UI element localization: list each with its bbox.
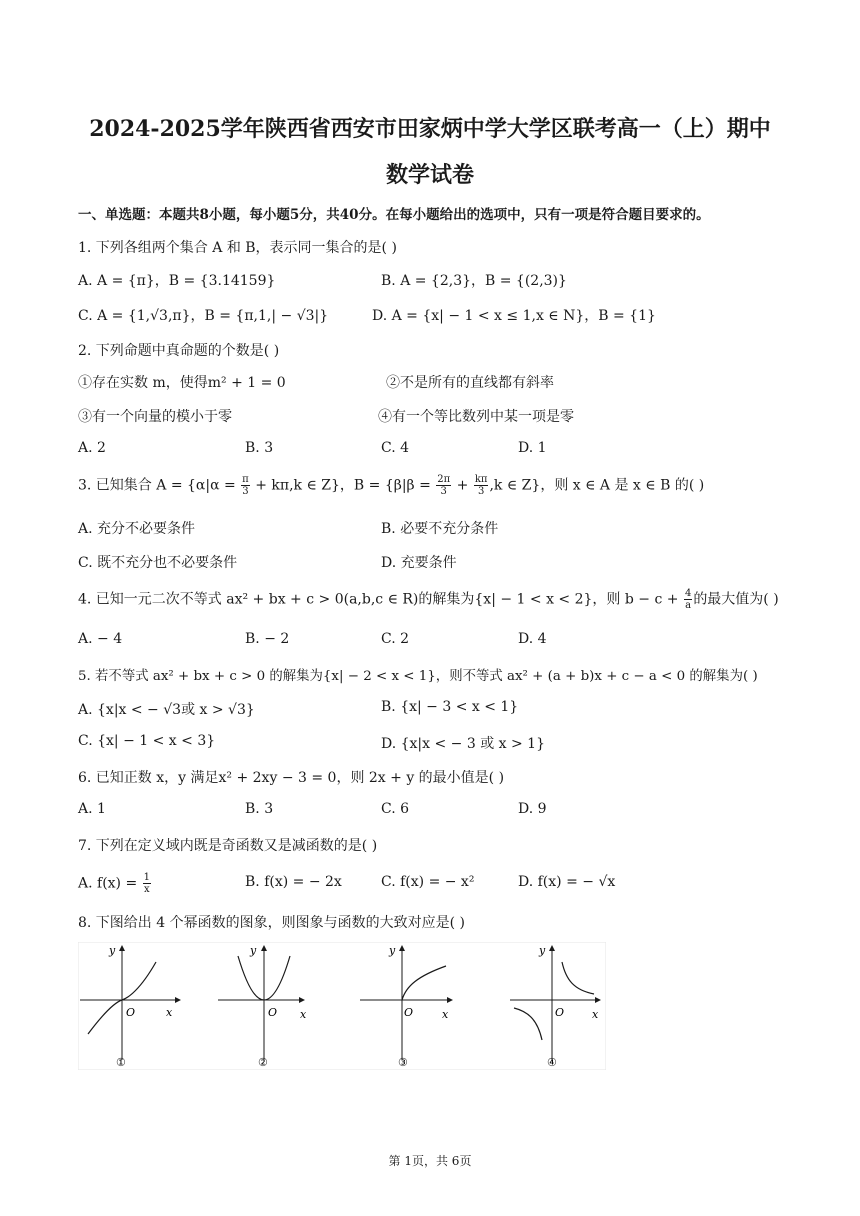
graph-1-origin: O bbox=[126, 1006, 136, 1019]
q7-option-d: D. f(x) = − √x bbox=[518, 874, 616, 890]
q7-stem: 7. 下列在定义域内既是奇函数又是减函数的是( ) bbox=[78, 838, 378, 854]
graph-4-origin: O bbox=[555, 1006, 565, 1019]
q3-option-d: D. 充要条件 bbox=[381, 555, 457, 571]
q5-stem: 5. 若不等式 ax² + bx + c > 0 的解集为{x| − 2 < x < 1}，则不等式 ax² + (a + b)x + c − a < 0 的解集为( ) bbox=[78, 669, 758, 684]
q7-option-c: C. f(x) = − x² bbox=[381, 874, 475, 890]
q3-fraction-1: $\frac{\pi}{3}$ bbox=[242, 474, 249, 497]
q1-option-a: A. A = {π}，B = {3.14159} bbox=[78, 273, 276, 289]
q1-option-b: B. A = {2,3}，B = {(2,3)} bbox=[381, 273, 567, 289]
q3-option-c: C. 既不充分也不必要条件 bbox=[78, 555, 238, 571]
q3-fraction-2: $\frac{2\pi}{3}$ bbox=[437, 474, 451, 497]
q4-option-c: C. 2 bbox=[381, 631, 410, 647]
q1-option-d: D. A = {x| − 1 < x ≤ 1,x ∈ N}，B = {1} bbox=[372, 308, 656, 324]
q7-option-b: B. f(x) = − 2x bbox=[245, 874, 342, 890]
q5-option-d: D. {x|x < − 3 或 x > 1} bbox=[381, 736, 546, 752]
q6-option-b: B. 3 bbox=[245, 801, 274, 817]
section-heading: 一、单选题：本题共8小题，每小题5分，共40分。在每小题给出的选项中，只有一项是符合题目要求的。 bbox=[78, 207, 710, 223]
q5-option-b: B. {x| − 3 < x < 1} bbox=[381, 699, 519, 715]
q3-fraction-3: $\frac{k\pi}{3}$ bbox=[474, 474, 488, 497]
page-footer: 第 1页，共 6页 bbox=[388, 1154, 472, 1168]
q6-option-c: C. 6 bbox=[381, 801, 410, 817]
q7-fraction: $\frac{1}{x}$ bbox=[143, 872, 151, 895]
page-title: 2024-2025学年陕西省西安市田家炳中学大学区联考高一（上）期中 bbox=[89, 116, 771, 142]
graph-1-label: ① bbox=[116, 1056, 126, 1069]
q4-option-a: A. − 4 bbox=[78, 631, 123, 647]
q3-option-b: B. 必要不充分条件 bbox=[381, 521, 499, 537]
q4-option-d: D. 4 bbox=[518, 631, 547, 647]
q1-stem: 1. 下列各组两个集合 A 和 B，表示同一集合的是( ) bbox=[78, 240, 397, 256]
q6-stem: 6. 已知正数 x，y 满足x² + 2xy − 3 = 0，则 2x + y 的最小值是( ) bbox=[78, 770, 505, 786]
q8-stem: 8. 下图给出 4 个幂函数的图象，则图象与函数的大致对应是( ) bbox=[78, 915, 465, 931]
q2-statement-1: ①存在实数 m，使得m² + 1 = 0 bbox=[78, 375, 286, 391]
q2-option-c: C. 4 bbox=[381, 440, 410, 456]
q2-option-d: D. 1 bbox=[518, 440, 547, 456]
graph-3-origin: O bbox=[404, 1006, 414, 1019]
q2-statement-4: ④有一个等比数列中某一项是零 bbox=[378, 409, 574, 425]
graph-2-x-label: x bbox=[300, 1008, 307, 1021]
q4-stem: 4. 已知一元二次不等式 ax² + bx + c > 0(a,b,c ∈ R)的解集为{x| − 1 < x < 2}，则 b − c + $\frac{4}{a}$ 的最大值为( ) bbox=[78, 588, 779, 611]
q5-option-c: C. {x| − 1 < x < 3} bbox=[78, 733, 216, 749]
q6-option-d: D. 9 bbox=[518, 801, 547, 817]
q2-option-a: A. 2 bbox=[78, 440, 106, 456]
power-function-graphs bbox=[78, 942, 606, 1070]
q5-option-a: A. {x|x < − √3或 x > √3} bbox=[78, 702, 255, 718]
q1-option-c: C. A = {1,√3,π}，B = {π,1,| − √3|} bbox=[78, 308, 329, 324]
graph-4-label: ④ bbox=[547, 1056, 557, 1069]
graph-4-y-label: y bbox=[539, 944, 546, 957]
graph-2-y-label: y bbox=[250, 944, 257, 957]
q2-stem: 2. 下列命题中真命题的个数是( ) bbox=[78, 343, 280, 359]
page-subtitle: 数学试卷 bbox=[385, 162, 474, 188]
q3-option-a: A. 充分不必要条件 bbox=[78, 521, 196, 537]
graph-3-x-label: x bbox=[442, 1008, 449, 1021]
graph-1-x-label: x bbox=[166, 1006, 173, 1019]
q4-option-b: B. − 2 bbox=[245, 631, 290, 647]
graph-4-x-label: x bbox=[592, 1008, 599, 1021]
q6-option-a: A. 1 bbox=[78, 801, 106, 817]
q7-option-a: A. f(x) = $\frac{1}{x}$ bbox=[78, 872, 151, 895]
graph-1-y-label: y bbox=[109, 944, 116, 957]
q2-option-b: B. 3 bbox=[245, 440, 274, 456]
graph-3-label: ③ bbox=[398, 1056, 408, 1069]
q2-statement-2: ②不是所有的直线都有斜率 bbox=[386, 375, 554, 391]
q4-fraction: $\frac{4}{a}$ bbox=[684, 588, 692, 611]
graph-2-label: ② bbox=[258, 1056, 268, 1069]
graph-2-origin: O bbox=[268, 1006, 278, 1019]
q2-statement-3: ③有一个向量的模小于零 bbox=[78, 409, 232, 425]
q3-stem: 3. 已知集合 A = {α|α = $\frac{\pi}{3}$ + kπ,k ∈ Z}，B = {β|β = $\frac{2\pi}{3}$ + $\frac{k\pi}{3}$ ,k ∈ Z}，则 x ∈ A 是 x ∈ B 的( ) bbox=[78, 474, 705, 497]
graph-3-y-label: y bbox=[389, 944, 396, 957]
